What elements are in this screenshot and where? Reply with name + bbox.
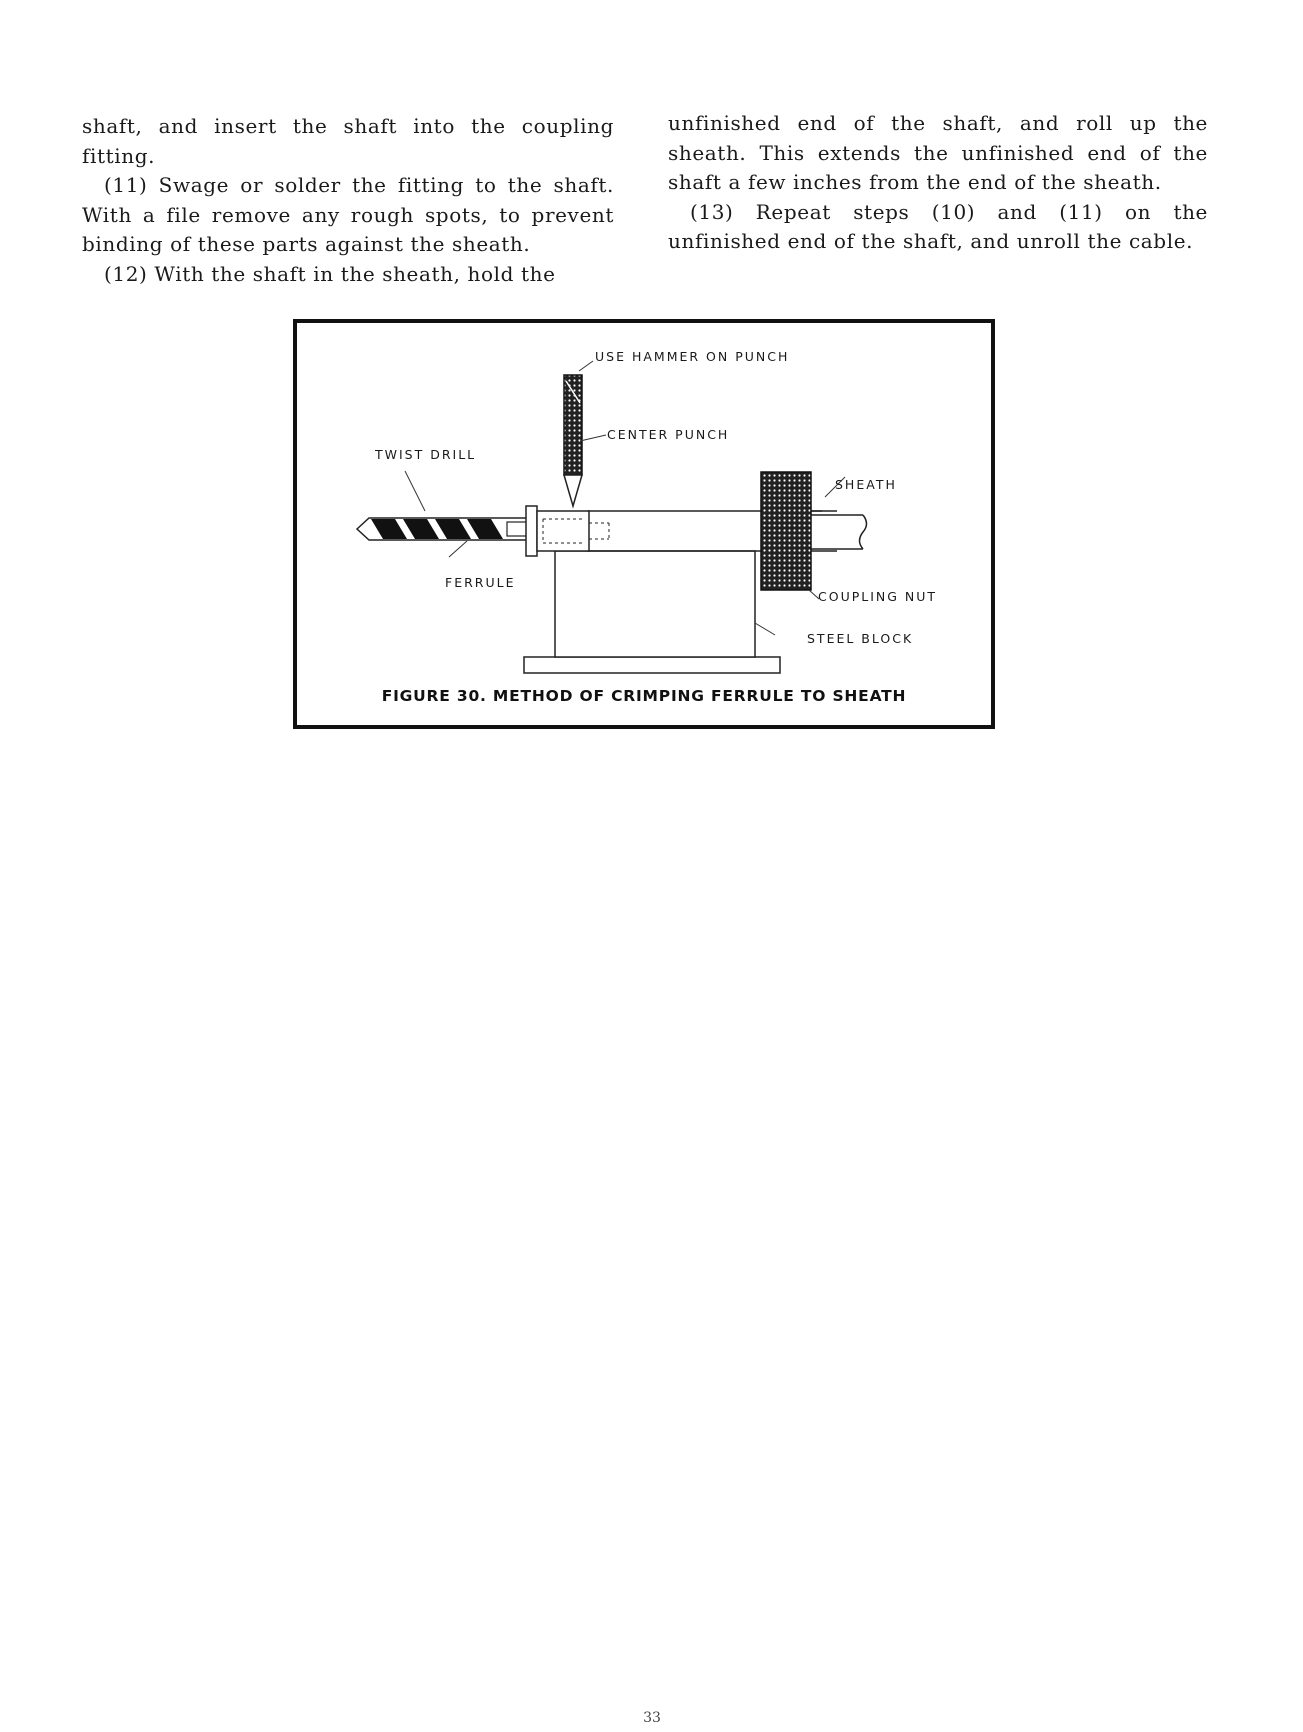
twist-drill (357, 518, 532, 540)
ferrule (526, 506, 609, 556)
figure-caption: FIGURE 30. METHOD OF CRIMPING FERRULE TO SHEATH (381, 687, 907, 705)
left-text-column (82, 112, 614, 289)
coupling-nut (761, 472, 811, 590)
crimping-diagram (297, 323, 991, 725)
center-punch (564, 375, 582, 506)
label-twist-drill: TWIST DRILL (375, 447, 477, 462)
base-plate (524, 657, 780, 673)
label-ferrule: FERRULE (445, 575, 516, 590)
paragraph-step-12-continued: unfinished end of the shaft, and roll up the sheath. This extends the unfinished end of the shaft a few inches from the end of the sheath. (668, 111, 1208, 194)
label-use-hammer: USE HAMMER ON PUNCH (595, 349, 790, 364)
paragraph-step-11: (11) Swage or solder the fitting to the shaft. With a file remove any rough spots, to prevent binding of these parts against the sheath. (82, 173, 614, 256)
label-coupling-nut: COUPLING NUT (818, 589, 938, 604)
sheath (810, 515, 867, 549)
label-sheath: SHEATH (835, 477, 897, 492)
label-steel-block: STEEL BLOCK (807, 631, 914, 646)
right-text-column (668, 109, 1208, 257)
label-center-punch: CENTER PUNCH (607, 427, 730, 442)
page-number: 33 (643, 1710, 661, 1726)
steel-block (555, 551, 755, 657)
paragraph-step-13: (13) Repeat steps (10) and (11) on the unfinished end of the shaft, and unroll the cable. (668, 199, 1208, 253)
paragraph-continued: shaft, and insert the shaft into the coupling fitting. (82, 114, 614, 168)
paragraph-step-12: (12) With the shaft in the sheath, hold the (104, 261, 556, 286)
figure-30 (293, 319, 995, 729)
